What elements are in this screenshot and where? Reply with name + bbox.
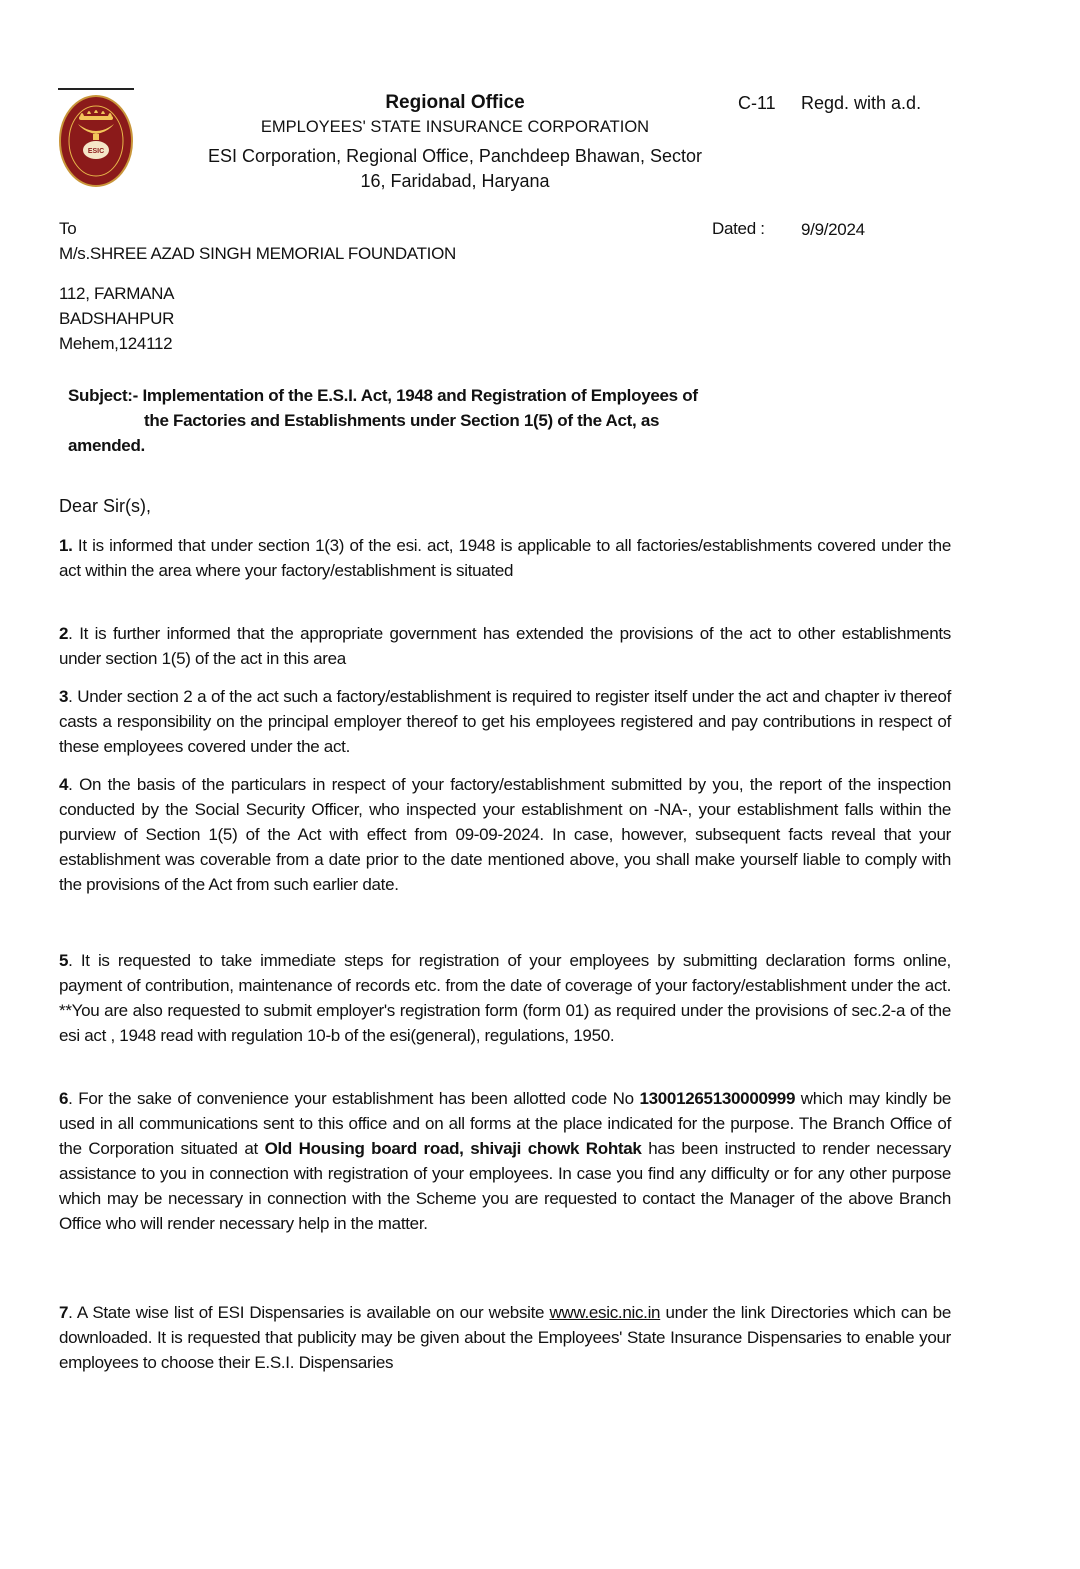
header-rule	[58, 88, 134, 90]
paragraph-1	[59, 533, 951, 583]
paragraph-number: 3	[59, 687, 69, 706]
office-address-line1: ESI Corporation, Regional Office, Panchdeep Bhawan, Sector	[208, 146, 702, 166]
paragraph-5	[59, 948, 951, 1048]
recipient-name: M/s.SHREE AZAD SINGH MEMORIAL FOUNDATION	[59, 244, 456, 263]
organization-name: EMPLOYEES' STATE INSURANCE CORPORATION	[260, 118, 650, 136]
paragraph-text: . Under section 2 a of the act such a factory/establishment is required to register itself under the act and chapter iv thereof casts a responsibility on the principal employer thereof to get his employees registered and pay contributions in respect of these employees covered under the act.	[59, 687, 951, 756]
paragraph-number: 5	[59, 951, 69, 970]
paragraph-number: 6	[59, 1089, 69, 1108]
subject-line2: the Factories and Establishments under Section 1(5) of the Act, as	[144, 411, 660, 430]
office-address	[180, 144, 730, 194]
paragraph-4	[59, 772, 951, 897]
esic-logo-icon	[58, 94, 134, 188]
svg-text:ESIC: ESIC	[87, 148, 105, 155]
date-value: 9/9/2024	[801, 220, 865, 239]
paragraph-text: . It is requested to take immediate steps for registration of your employees by submitting declaration forms online, payment of contribution, maintenance of records etc. from the date of coverage of your factory/establishment under the act. **You are also requested to submit employer's registration form (form 01) as required under the provisions of sec.2-a of the esi act , 1948 read with regulation 10-b of the esi(general), regulations, 1950.	[59, 951, 951, 1045]
paragraph-6	[59, 1086, 951, 1236]
paragraph-7	[59, 1300, 951, 1375]
paragraph-number: 1.	[59, 536, 73, 555]
dispatch-mode: Regd. with a.d.	[801, 93, 922, 113]
recipient-address-line: 112, FARMANA	[59, 284, 175, 303]
paragraph-text: It is informed that under section 1(3) of the esi. act, 1948 is applicable to all factories/establishments covered under the act within the area where your factory/establishment is situated	[59, 536, 951, 580]
date-label: Dated :	[712, 219, 765, 238]
subject-line1: Subject:- Implementation of the E.S.I. Act, 1948 and Registration of Employees of	[68, 386, 698, 405]
paragraph-text: has been instructed to render necessary assistance to you in connection with registration of your employees. In case you find any difficulty or for any other purpose which may be necessary in connection with the Scheme you are requested to contact the Manager of the above Branch Office who will render necessary help in the matter.	[59, 1139, 951, 1233]
subject-line3: amended.	[68, 436, 145, 455]
paragraph-3	[59, 684, 951, 759]
office-title: Regional Office	[385, 92, 525, 113]
recipient-address-line: Mehem,124112	[59, 334, 173, 353]
paragraph-text: . A State wise list of ESI Dispensaries is available on our website	[68, 1303, 550, 1322]
website-link[interactable]: www.esic.nic.in	[549, 1303, 661, 1322]
paragraph-text: . For the sake of convenience your establishment has been allotted code No	[68, 1089, 640, 1108]
paragraph-number: 7	[59, 1303, 69, 1322]
to-label: To	[59, 219, 77, 238]
paragraph-text: under the link Directories which can be downloaded. It is requested that publicity may be given about the Employees' State Insurance Dispensaries to enable your employees to choose their E.S.I. Dispensaries	[59, 1303, 951, 1372]
paragraph-text: . On the basis of the particulars in respect of your factory/establishment submitted by you, the report of the inspection conducted by the Social Security Officer, who inspected your establishment on -NA-, your establishment falls within the purview of Section 1(5) of the Act with effect from 09-09-2024. In case, however, subsequent facts reveal that your establishment was coverable from a date prior to the date mentioned above, you shall make yourself liable to comply with the provisions of the Act from such earlier date.	[59, 775, 951, 894]
paragraph-number: 4	[59, 775, 69, 794]
paragraph-2	[59, 621, 951, 671]
paragraph-text: which may kindly be used in all communications sent to this office and on all forms at the place indicated for the purpose. The Branch Office of the Corporation situated at	[59, 1089, 952, 1158]
office-address-line2: 16, Faridabad, Haryana	[360, 171, 550, 191]
form-code: C-11	[738, 93, 776, 113]
paragraph-number: 2	[59, 624, 69, 643]
establishment-code: 13001265130000999	[639, 1089, 796, 1108]
salutation: Dear Sir(s),	[59, 496, 152, 516]
subject	[68, 383, 808, 458]
branch-office-address: Old Housing board road, shivaji chowk Rohtak	[264, 1139, 642, 1158]
paragraph-text: . It is further informed that the appropriate government has extended the provisions of the act to other establishments under section 1(5) of the act in this area	[59, 624, 951, 668]
recipient-address-line: BADSHAHPUR	[59, 309, 175, 328]
